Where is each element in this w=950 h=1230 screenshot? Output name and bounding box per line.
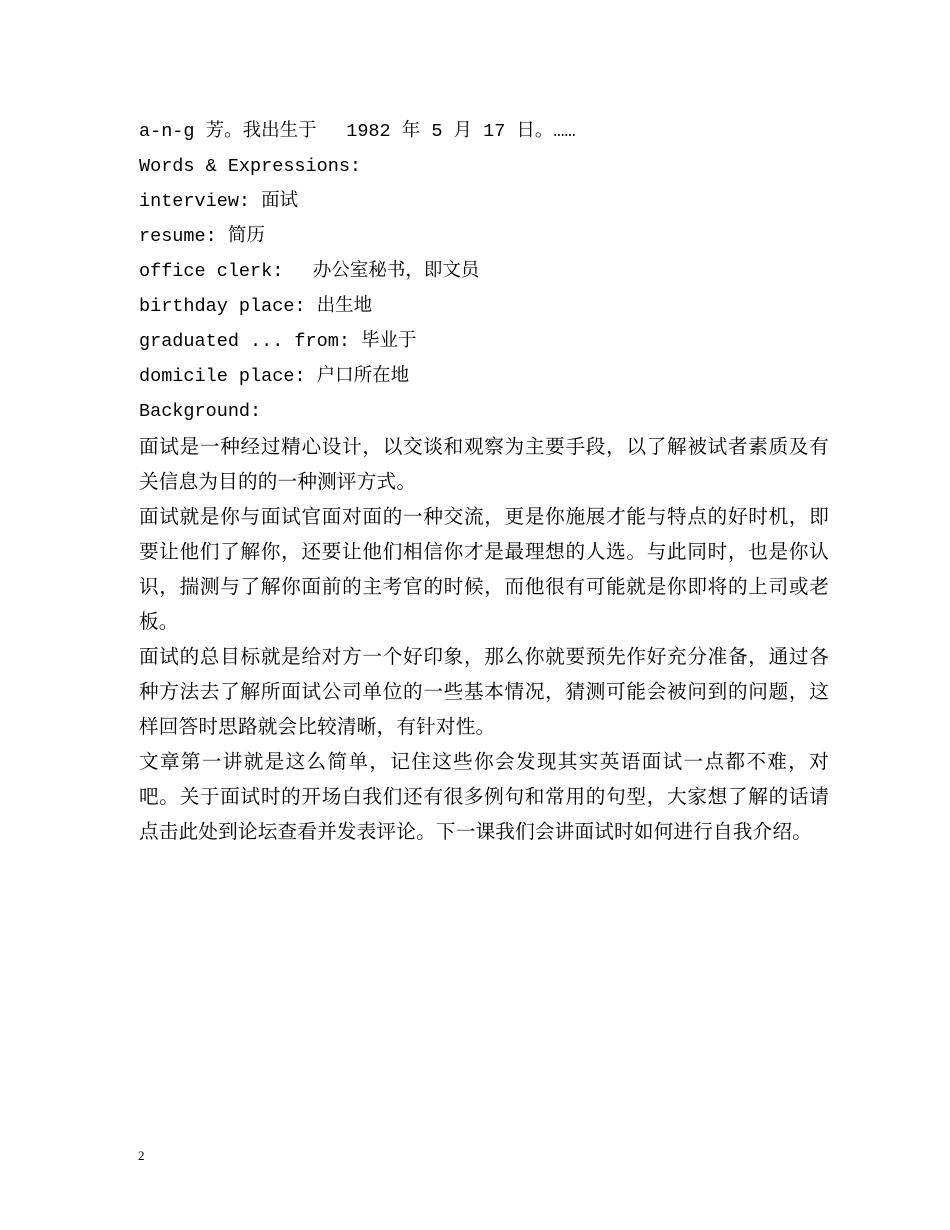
paragraph-goal: 面试的总目标就是给对方一个好印象，那么你就要预先作好充分准备，通过各种方法去了解所面试公司单位的一些基本情况，猜测可能会被问到的问题，这样回答时思路就会比较清晰，有针对性。 (139, 645, 829, 738)
vocab-item-interview: interview: 面试 (139, 191, 299, 212)
page-number: 2 (138, 1148, 145, 1163)
vocab-item-graduated-from: graduated ... from: 毕业于 (139, 331, 417, 352)
intro-line: a-n-g 芳。我出生于 1982 年 5 月 17 日。…… (139, 121, 576, 142)
paragraph-conclusion: 文章第一讲就是这么简单，记住这些你会发现其实英语面试一点都不难，对吧。关于面试时的开场白我们还有很多例句和常用的句型，大家想了解的话请点击此处到论坛查看并发表评论。下一课我们会讲面试时如何进行自我介绍。 (139, 750, 829, 843)
document-body (139, 114, 829, 849)
vocab-item-domicile-place: domicile place: 户口所在地 (139, 366, 410, 387)
vocab-item-resume: resume: 简历 (139, 226, 265, 247)
vocab-item-office-clerk: office clerk: 办公室秘书，即文员 (139, 261, 480, 282)
paragraph-communication: 面试就是你与面试官面对面的一种交流，更是你施展才能与特点的好时机，即要让他们了解你，还要让他们相信你才是最理想的人选。与此同时，也是你认识，揣测与了解你面前的主考官的时候，而他很有可能就是你即将的上司或老板。 (139, 505, 829, 633)
vocab-item-birthday-place: birthday place: 出生地 (139, 296, 373, 317)
section-heading-background: Background: (139, 401, 262, 422)
paragraph-definition: 面试是一种经过精心设计，以交谈和观察为主要手段，以了解被试者素质及有关信息为目的的一种测评方式。 (139, 435, 829, 493)
section-heading-words-expressions: Words & Expressions: (139, 156, 362, 177)
